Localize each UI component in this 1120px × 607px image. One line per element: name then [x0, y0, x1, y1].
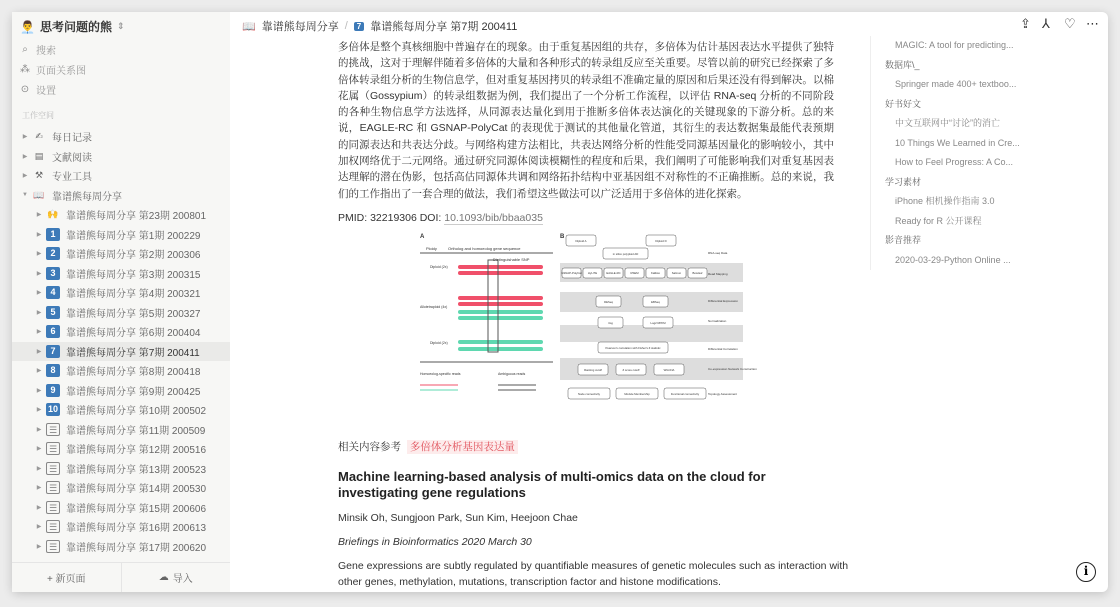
settings-icon: ⊙ — [20, 84, 30, 95]
figure-label: Distinguishable SNP — [493, 257, 530, 263]
figure-label: Ploidy — [426, 246, 437, 252]
figure-label: Ambiguous reads — [498, 372, 526, 377]
figure-label: Module Membership — [624, 392, 650, 397]
number-badge-icon: 2 — [46, 247, 60, 260]
toc-item[interactable]: 中文互联网中“讨论”的消亡 — [895, 118, 1000, 128]
toc-item[interactable]: Ready for R 公开课程 — [895, 215, 982, 226]
figure-label: Diploid A — [575, 239, 587, 244]
toc-item[interactable]: How to Feel Progress: A Co... — [895, 157, 1014, 167]
figure-label: Pearson's correlation with Fisher's Z statistic — [605, 346, 661, 351]
tree-item[interactable] — [12, 439, 230, 459]
related-line — [338, 439, 858, 455]
tree-item[interactable] — [12, 342, 230, 362]
document-icon: ☰ — [46, 442, 60, 455]
page-tree — [12, 127, 230, 556]
figure-label: EBSeq — [651, 300, 660, 305]
breadcrumb-parent[interactable]: 靠谱熊每周分享 — [261, 21, 339, 33]
cloud-upload-icon: ☁ — [158, 572, 169, 583]
tree-item-label: 每日记录 — [52, 133, 92, 145]
chevron-right-icon[interactable]: ▶ — [36, 543, 42, 550]
figure-label: RSEM — [630, 271, 639, 276]
sequence-bar — [458, 316, 543, 320]
toc-item[interactable]: 数据库\_ — [885, 59, 920, 70]
sequence-bar — [458, 310, 543, 314]
heart-icon[interactable]: ♡ — [1064, 16, 1076, 31]
figure-label: Functional connectivity — [670, 392, 700, 397]
nav-label: 搜索 — [36, 46, 56, 57]
sequence-bar — [458, 340, 543, 344]
tree-item-label: 靠谱熊每周分享 第15期 200606 — [66, 503, 207, 515]
toc-item[interactable]: 2020-03-29-Python Online ... — [895, 254, 1011, 265]
figure-label: Bowtie2 — [692, 271, 703, 276]
figure-label: Differential Expression — [708, 299, 738, 304]
figure-label: Homoeolog-specific reads — [420, 372, 461, 377]
related-tag[interactable]: 多倍体分析基因表达量 — [407, 440, 518, 454]
chevron-right-icon[interactable]: ▶ — [36, 524, 42, 531]
figure-label: Differential Correlation — [708, 347, 738, 352]
nav-settings[interactable] — [20, 82, 56, 97]
tree-item-label: 靠谱熊每周分享 第5期 200327 — [66, 308, 201, 320]
emoji-icon: ⚒ — [34, 170, 44, 181]
tree-item[interactable] — [12, 537, 230, 557]
graph-icon[interactable]: ⅄ — [1042, 16, 1050, 31]
tree-item[interactable] — [12, 478, 230, 498]
breadcrumb — [242, 18, 517, 34]
figure-label: HyLiTE — [587, 271, 598, 276]
pmid-text: PMID: 32219306 DOI: — [338, 211, 445, 224]
number-badge-icon: 5 — [46, 306, 60, 319]
page-badge-icon: 7 — [354, 22, 364, 31]
number-badge-icon: 8 — [46, 364, 60, 377]
number-badge-icon: 10 — [47, 404, 58, 415]
sidebar — [12, 12, 230, 592]
figure-label: rlog — [608, 321, 613, 326]
figure-label: Salmon — [671, 271, 682, 276]
chevron-right-icon[interactable]: ▶ — [36, 231, 42, 238]
section-label: 工作空间 — [22, 111, 54, 120]
toc-item[interactable]: 10 Things We Learned in Cre... — [895, 137, 1020, 148]
tree-item[interactable] — [12, 205, 230, 225]
tree-item-label: 靠谱熊每周分享 第1期 200229 — [66, 230, 201, 242]
toc-item[interactable]: Springer made 400+ textboo... — [895, 79, 1017, 89]
table-of-contents — [870, 36, 1045, 270]
tree-item[interactable] — [12, 459, 230, 479]
info-icon[interactable]: i — [1076, 562, 1096, 582]
emoji-icon: 🙌 — [47, 209, 59, 220]
tree-item[interactable] — [12, 361, 230, 381]
figure-label: Normalization — [708, 319, 727, 324]
emoji-icon: ✍ — [35, 131, 43, 142]
more-icon[interactable]: ⋯ — [1086, 16, 1099, 31]
chevron-down-icon[interactable]: ▼ — [22, 192, 28, 199]
tree-item[interactable] — [12, 400, 230, 420]
chevron-right-icon[interactable]: ▶ — [36, 426, 42, 433]
document-icon: ☰ — [46, 423, 60, 436]
tree-item[interactable] — [12, 147, 230, 167]
book-icon: 📖 — [242, 20, 256, 33]
tree-item-label: 靠谱熊每周分享 第8期 200418 — [66, 367, 201, 379]
tree-item[interactable] — [12, 225, 230, 245]
number-badge-icon: 4 — [46, 286, 60, 299]
chevron-right-icon[interactable]: ▶ — [36, 387, 42, 394]
search-icon: ⌕ — [22, 44, 28, 55]
tree-item[interactable] — [12, 186, 230, 206]
tree-item[interactable] — [12, 517, 230, 537]
pmid-line — [338, 210, 834, 226]
chevron-right-icon[interactable]: ▶ — [36, 407, 42, 414]
figure-label: A — [420, 234, 425, 241]
number-badge-icon: 3 — [46, 267, 60, 280]
tree-item-label: 靠谱熊每周分享 第7期 200411 — [66, 347, 200, 359]
figure-label: Kallisto — [650, 271, 661, 276]
breadcrumb-current[interactable]: 靠谱熊每周分享 第7期 200411 — [370, 21, 518, 33]
figure-label: WGCNA — [663, 368, 675, 373]
chevron-right-icon[interactable]: ▶ — [36, 270, 42, 277]
paper-title: Machine learning-based analysis of multi-omics data on the cloud for investigating gene regulations — [338, 469, 766, 500]
tree-item-label: 靠谱熊每周分享 第6期 200404 — [66, 328, 201, 340]
chevron-right-icon[interactable]: ▶ — [36, 251, 42, 258]
document-icon: ☰ — [46, 520, 60, 533]
figure-label: GSNAP-PolyCat — [561, 271, 582, 276]
tree-item[interactable] — [12, 244, 230, 264]
chevron-right-icon[interactable]: ▶ — [36, 212, 42, 219]
figure-label: B — [560, 234, 565, 241]
sequence-bar — [458, 302, 543, 306]
nav-search[interactable] — [20, 42, 56, 57]
tree-item[interactable] — [12, 127, 230, 147]
page-content — [338, 39, 834, 405]
figure-label: Log2 RPKM — [650, 321, 666, 326]
document-icon: ☰ — [46, 540, 60, 553]
toc-item[interactable]: 学习素材 — [885, 176, 922, 187]
tree-item-label: 靠谱熊每周分享 第11期 200509 — [66, 425, 206, 437]
sequence-bar — [458, 347, 543, 351]
tree-item-label: 靠谱熊每周分享 第9期 200425 — [66, 386, 201, 398]
new-page-button[interactable] — [12, 563, 122, 592]
number-badge-icon: 9 — [46, 384, 60, 397]
paper-journal: Briefings in Bioinformatics 2020 March 30 — [338, 536, 532, 548]
related-label: 相关内容参考 — [338, 441, 401, 453]
figure-label: Diploid (2x) — [430, 341, 448, 346]
tree-item[interactable] — [12, 166, 230, 186]
workspace-name: 思考问题的熊 — [39, 20, 112, 34]
tree-item[interactable] — [12, 283, 230, 303]
share-icon[interactable]: ⇪ — [1020, 16, 1031, 31]
tree-item-label: 靠谱熊每周分享 第4期 200321 — [66, 289, 201, 301]
tree-item-label: 靠谱熊每周分享 第12期 200516 — [66, 445, 207, 457]
tree-item-label: 文献阅读 — [52, 152, 92, 164]
switch-icon: ⇕ — [116, 21, 125, 31]
nav-graph[interactable] — [20, 62, 86, 77]
number-badge-icon: 1 — [46, 228, 60, 241]
breadcrumb-separator: / — [344, 20, 348, 32]
figure-label: Topology Assessment — [708, 392, 738, 397]
emoji-icon: 📖 — [33, 189, 45, 200]
sequence-bar — [458, 271, 543, 275]
paper-abstract: Gene expressions are subtly regulated by quantifiable measures of genetic molecules such as interaction with other genes, methylation, mutations, transcription factor and histone modifications. — [338, 560, 849, 588]
app-window — [12, 12, 1108, 592]
chevron-right-icon[interactable]: ▶ — [36, 485, 42, 492]
tree-item-label: 靠谱熊每周分享 第10期 200502 — [66, 406, 207, 418]
tree-item-label: 靠谱熊每周分享 第13期 200523 — [66, 464, 207, 476]
figure-label: RNA-seq Data — [708, 251, 728, 256]
tree-item[interactable] — [12, 420, 230, 440]
figure-label: Diploid D — [655, 239, 667, 244]
document-icon: ☰ — [46, 481, 60, 494]
nav-label: 页面关系图 — [36, 66, 86, 77]
figure-label: Diploid (2x) — [430, 265, 448, 270]
sequence-bar — [458, 265, 543, 269]
figure-label: Ortholog and homoeolog gene sequence — [448, 246, 521, 252]
toc-item[interactable]: 影音推荐 — [885, 235, 922, 245]
chevron-right-icon[interactable]: ▶ — [22, 173, 28, 180]
tree-item[interactable] — [12, 498, 230, 518]
tree-item-label: 靠谱熊每周分享 第16期 200613 — [66, 523, 207, 535]
import-label: 导入 — [172, 574, 193, 585]
number-badge-icon: 6 — [46, 325, 60, 338]
tree-item[interactable] — [12, 264, 230, 284]
abstract-paragraph: 多倍体是整个真核细胞中普遍存在的现象。由于重复基因组的共存，多倍体为估计基因表达水平提供了独特的挑战，这对于理解伴随着多倍体的大量和各种形式的转录组反应至关重要。尽管以前的研究已经探索了多倍体转录组分析的生物信息学，但对重复基因拷贝的转录组不准确定量的原因和后果还没有得到解决。以棉花属（Gossypium）的转录组数据为例，我们提出了一个分析工作流程，以评估 RNA-seq 分析的不同阶段的各种生物信息学方法选择，从同源表达量化到用于推断多倍体表达演化的关键现象的下游分析。总的来说，EAGLE-RC 和 GSNAP-PolyCat 的表现优于测试的其他量化管道，其衍生的表达数据集最能代表预期的同源表达和共表达分歧。与网络构建方法相比，共表达网络分析的性能受同源基因量化的影响较小，其中加权网络优于二元网络。通过研究同源体阅读模糊性的程度和后果，我们阐明了可能影响我们对重复基因表达理解的潜在伪影，包括高估同源体共调和网络拓扑结构中亚基因组不对称性的不正确推断。总的来说，我们的工作指出了一套合理的做法，我们希望这些做法可以广泛适用于多倍体的进化探索。 — [338, 41, 834, 200]
number-badge-icon: 7 — [46, 345, 60, 358]
tree-item-label: 靠谱熊每周分享 — [52, 191, 122, 203]
paper-authors: Minsik Oh, Sungjoon Park, Sun Kim, Heejoon Chae — [338, 512, 578, 524]
emoji-icon: ▤ — [34, 150, 44, 161]
figure-label: in silico polyploid AD — [612, 252, 639, 257]
tree-item-label: 靠谱熊每周分享 第23期 200801 — [66, 211, 207, 223]
document-icon: ☰ — [46, 462, 60, 475]
tree-item[interactable] — [12, 303, 230, 323]
chevron-right-icon[interactable]: ▶ — [36, 309, 42, 316]
graph-icon: ⁂ — [20, 64, 30, 75]
avatar-icon: 👨‍💼 — [20, 19, 35, 34]
tree-item-label: 靠谱熊每周分享 第2期 200306 — [66, 250, 201, 262]
chevron-right-icon[interactable]: ▶ — [36, 446, 42, 453]
tree-item[interactable] — [12, 322, 230, 342]
figure-label: Ranking cutoff — [584, 368, 602, 373]
workflow-figure — [418, 230, 757, 405]
document-icon: ☰ — [46, 501, 60, 514]
figure-label: Z score cutoff — [622, 368, 640, 373]
toc-item[interactable]: 好书好文 — [885, 98, 922, 109]
workspace-switcher[interactable] — [20, 18, 125, 35]
tree-item[interactable] — [12, 381, 230, 401]
figure-label: DESeq — [604, 300, 613, 305]
figure-label: Node connectivity — [577, 392, 601, 397]
chevron-right-icon[interactable]: ▶ — [22, 153, 28, 160]
chevron-right-icon[interactable]: ▶ — [36, 368, 42, 375]
figure-label: Co-expression Network Construction — [708, 367, 757, 372]
chevron-right-icon[interactable]: ▶ — [36, 504, 42, 511]
figure-label: Read Mapping — [708, 272, 728, 277]
nav-label: 设置 — [36, 86, 56, 97]
new-page-label: + 新页面 — [46, 574, 86, 585]
tree-item-label: 靠谱熊每周分享 第17期 200620 — [66, 542, 207, 554]
tree-item-label: 靠谱熊每周分享 第14期 200530 — [66, 484, 207, 496]
toc-item[interactable]: iPhone 相机操作指南 3.0 — [895, 196, 995, 206]
chevron-right-icon[interactable]: ▶ — [36, 465, 42, 472]
figure-label: Allotetraploid (4x) — [420, 305, 448, 310]
doi-link[interactable]: 10.1093/bib/bbaa035 — [444, 211, 543, 224]
import-button[interactable] — [122, 563, 231, 592]
chevron-right-icon[interactable]: ▶ — [36, 348, 42, 355]
chevron-right-icon[interactable]: ▶ — [36, 290, 42, 297]
tree-item-label: 靠谱熊每周分享 第3期 200315 — [66, 269, 201, 281]
chevron-right-icon[interactable]: ▶ — [22, 134, 28, 141]
sequence-bar — [458, 296, 543, 300]
chevron-right-icon[interactable]: ▶ — [36, 329, 42, 336]
toc-item[interactable]: MAGIC: A tool for predicting... — [895, 40, 1014, 50]
tree-item-label: 专业工具 — [52, 172, 92, 184]
figure-label: EAGLE-RC — [606, 271, 621, 276]
